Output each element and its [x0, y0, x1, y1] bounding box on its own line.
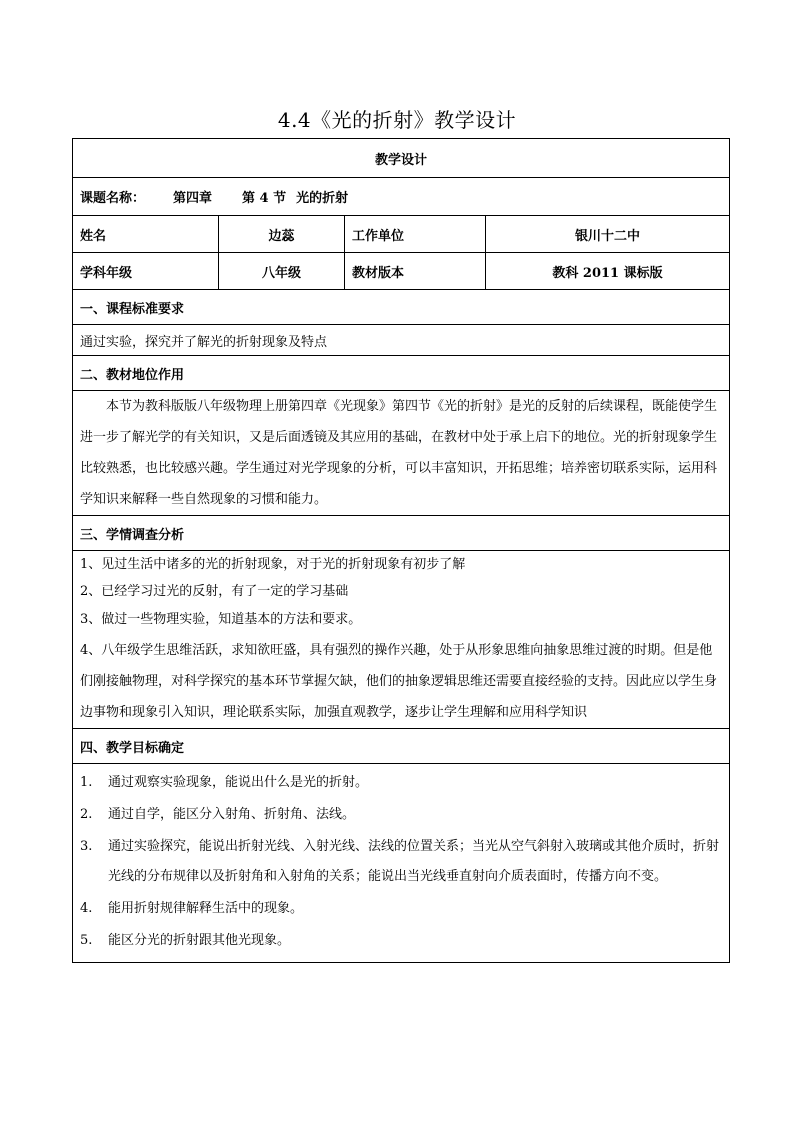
- lesson-plan-table: [72, 138, 730, 963]
- goal-number: 4.: [80, 901, 93, 916]
- grade-value: 八年级: [219, 253, 345, 290]
- goal-number: 2.: [80, 807, 93, 822]
- goal-number: 5.: [80, 933, 93, 948]
- goal-number: 3.: [80, 839, 93, 854]
- goal-item: [80, 894, 722, 924]
- table-header: 教学设计: [73, 139, 730, 178]
- section-heading-standard: 一、课程标准要求: [73, 290, 730, 325]
- material-paragraph: 本节为教科版版八年级物理上册第四章《光现象》第四节《光的折射》是光的反射的后续课程，既能使学生进一步了解光学的有关知识，又是后面透镜及其应用的基础，在教材中处于承上启下的地位。光的折射现象学生比较熟悉，也比较感兴趣。学生通过对光学现象的分析，可以丰富知识，开拓思维；培养密切联系实际，运用科学知识来解释一些自然现象的习惯和能力。: [73, 391, 730, 516]
- section-heading-goals: 四、教学目标确定: [73, 729, 730, 764]
- goal-number: 1.: [80, 775, 93, 790]
- section-heading-material: 二、教材地位作用: [73, 356, 730, 391]
- goal-item: [80, 926, 722, 956]
- standard-text: 通过实验，探究并了解光的折射现象及特点: [73, 325, 730, 356]
- analysis-item: 1、见过生活中诸多的光的折射现象，对于光的折射现象有初步了解: [80, 557, 466, 572]
- unit-value: 银川十二中: [486, 216, 730, 253]
- topic-section: 第 4 节: [242, 191, 287, 206]
- section-heading-analysis: 三、学情调查分析: [73, 516, 730, 551]
- edition-label: 教材版本: [345, 253, 486, 290]
- goal-text: 通过自学，能区分入射角、折射角、法线。: [108, 807, 356, 822]
- name-value: 边蕊: [219, 216, 345, 253]
- goal-text: 能用折射规律解释生活中的现象。: [108, 901, 304, 916]
- goal-item: [80, 832, 722, 892]
- goal-text: 能区分光的折射跟其他光现象。: [108, 933, 291, 948]
- grade-label: 学科年级: [73, 253, 219, 290]
- goals-list: [80, 764, 722, 962]
- goal-text: 通过观察实验现象，能说出什么是光的折射。: [108, 775, 369, 790]
- topic-label: 课题名称：: [80, 191, 146, 206]
- analysis-item: 3、做过一些物理实验，知道基本的方法和要求。: [80, 612, 362, 627]
- goal-text: 通过实验探究，能说出折射光线、入射光线、法线的位置关系；当光从空气斜射入玻璃或其他介质时，折射光线的分布规律以及折射角和入射角的关系；能说出当光线垂直射向介质表面时，传播方向不变。: [108, 839, 720, 884]
- topic-chapter: 第四章: [173, 191, 213, 206]
- edition-value: 教科 2011 课标版: [486, 253, 730, 290]
- analysis-item: 4、八年级学生思维活跃，求知欲旺盛，具有强烈的操作兴趣，处于从形象思维向抽象思维过渡的时期。但是他们刚接触物理，对科学探究的基本环节掌握欠缺，他们的抽象逻辑思维还需要直接经验的支持。因此应以学生身边事物和现象引入知识，理论联系实际，加强直观教学，逐步让学生理解和应用科学知识: [80, 643, 718, 720]
- goal-item: [80, 800, 722, 830]
- analysis-item: 2、已经学习过光的反射，有了一定的学习基础: [80, 584, 349, 599]
- analysis-list: [73, 551, 730, 729]
- topic-name: 光的折射: [296, 191, 349, 206]
- document-title: 4.4《光的折射》教学设计: [277, 108, 517, 132]
- goals-cell: [73, 764, 730, 963]
- unit-label: 工作单位: [345, 216, 486, 253]
- topic-row: [73, 178, 730, 216]
- goal-item: [80, 768, 722, 798]
- name-label: 姓名: [73, 216, 219, 253]
